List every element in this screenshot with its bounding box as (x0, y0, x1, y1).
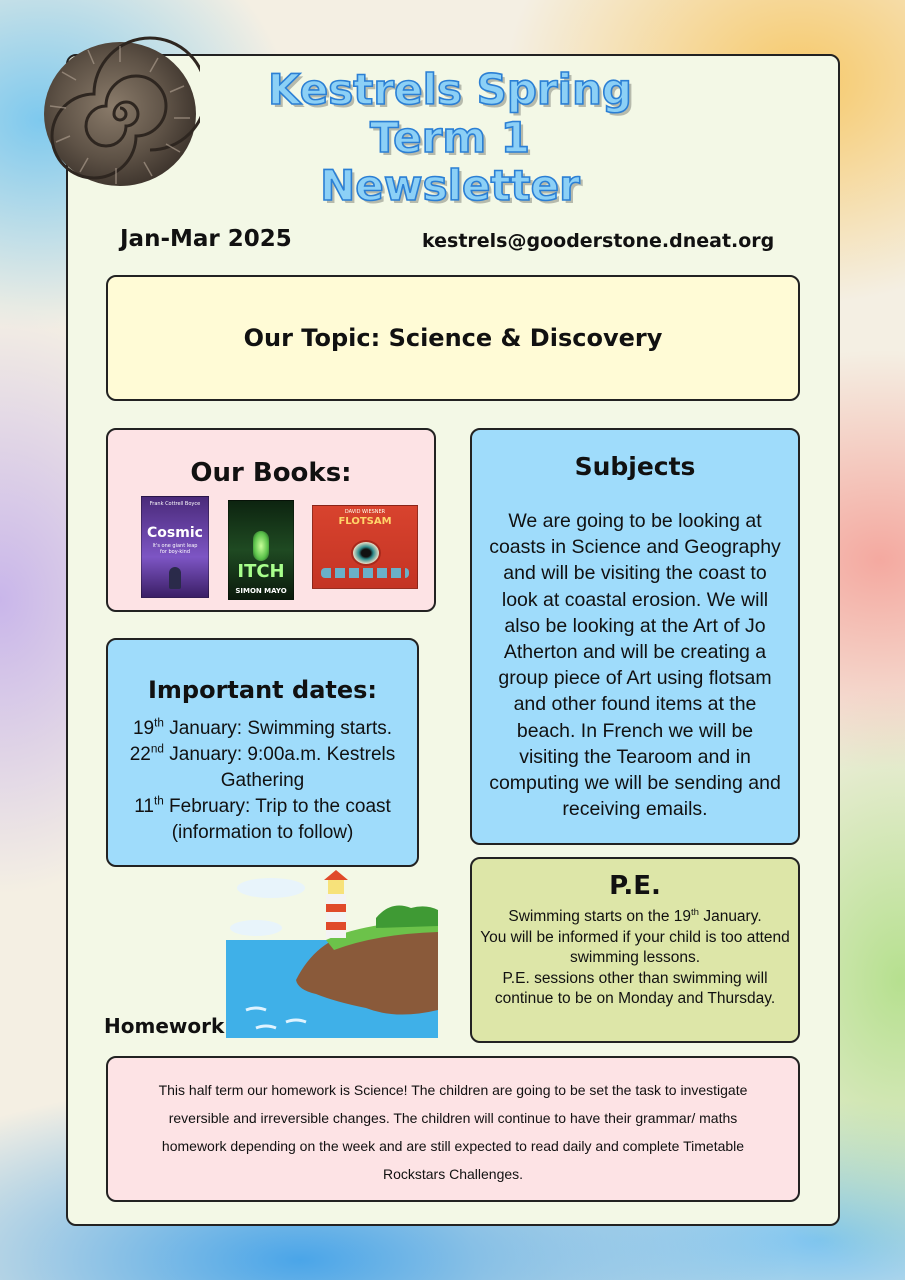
homework-label: Homework (104, 1014, 225, 1038)
book-cover-cosmic (141, 496, 209, 598)
books-heading: Our Books: (190, 458, 352, 488)
topic-text: Our Topic: Science & Discovery (243, 324, 663, 352)
date-entry: 22nd January: 9:00a.m. Kestrels Gathering (129, 742, 396, 791)
subjects-body: We are going to be looking at coasts in Science and Geography and will be visiting the coast to look at coastal erosion. We will also be looking at the Art of Jo Atherton and will be creating a group piece of Art using flotsam and other found items at the beach. In French we will be visiting the Tearoom and in computing we will be sending and receiving emails. (489, 510, 781, 821)
title-line-2: Term 1 (370, 113, 530, 162)
book-title: FLOTSAM (338, 516, 392, 527)
topic-box (106, 275, 800, 401)
small-fish (321, 568, 409, 578)
title-line-3: Newsletter (320, 161, 580, 210)
book-author: Frank Cottrell Boyce (149, 501, 201, 507)
dates-heading: Important dates: (147, 676, 378, 704)
book-tagline: It's one giant leap for boy-kind (152, 543, 198, 555)
newsletter-title (240, 66, 660, 210)
fish-eye (351, 540, 381, 566)
pe-box (470, 857, 800, 1043)
books-box (106, 428, 436, 612)
date-range: Jan-Mar 2025 (120, 226, 292, 252)
book-cover-itch (228, 500, 294, 600)
lighthouse-coast-illustration (226, 870, 438, 1038)
class-email: kestrels@gooderstone.dneat.org (422, 230, 775, 252)
homework-box (106, 1056, 800, 1202)
glowing-figure (253, 531, 269, 561)
important-dates-box (106, 638, 419, 867)
book-title: ITCH (237, 561, 285, 582)
pe-text (480, 907, 790, 1010)
ammonite-fossil-image (40, 34, 200, 192)
book-cover-flotsam (312, 505, 418, 589)
book-author: SIMON MAYO (235, 587, 287, 595)
pe-heading: P.E. (609, 871, 661, 901)
title-line-1: Kestrels Spring (268, 65, 632, 114)
homework-body: This half term our homework is Science! The children are going to be set the task to investigate reversible and irreversible changes. The children will continue to have their grammar/ maths homework depending on the week and are still expected to read daily and complete Timetable Rockstars Challenges. (158, 1082, 748, 1182)
subjects-heading: Subjects (574, 452, 696, 481)
book-author: DAVID WIESNER (344, 509, 386, 515)
subjects-box (470, 428, 800, 845)
pe-line: You will be informed if your child is too attend swimming lessons. (480, 928, 790, 967)
dates-list (116, 716, 409, 846)
astronaut-figure (169, 567, 181, 589)
date-entry: 11th February: Trip to the coast (information to follow) (134, 794, 391, 843)
pe-line: Swimming starts on the 19th January. (508, 906, 762, 925)
date-entry: 19th January: Swimming starts. (132, 716, 393, 739)
pe-line: P.E. sessions other than swimming will continue to be on Monday and Thursday. (494, 969, 776, 1008)
book-title: Cosmic (147, 525, 203, 541)
